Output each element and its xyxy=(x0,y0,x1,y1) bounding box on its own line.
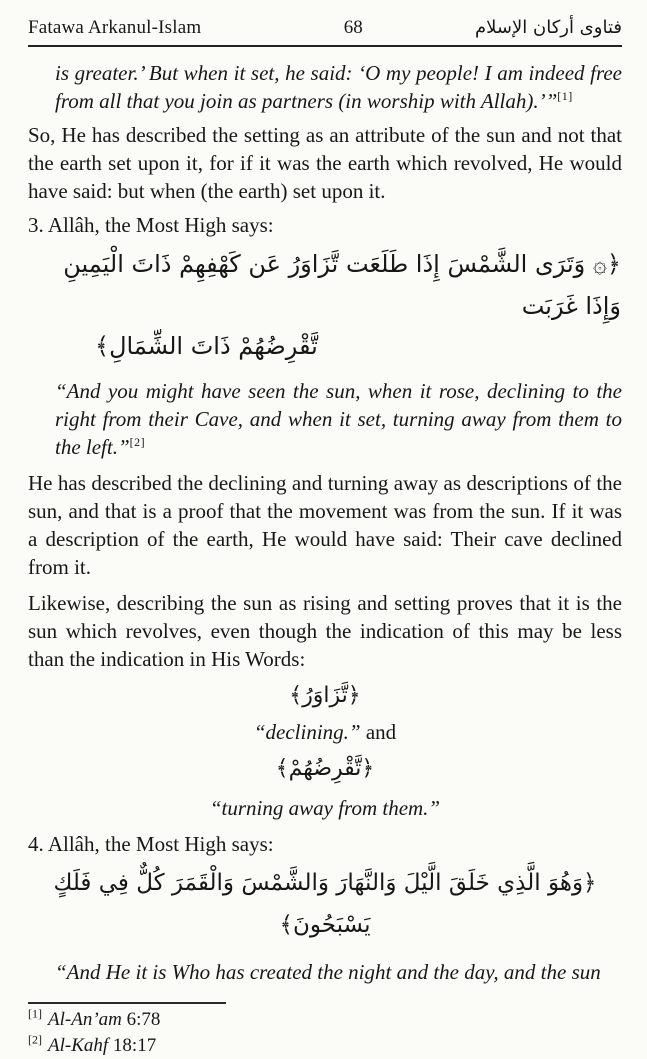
footnote-1-reference: 6:78 xyxy=(126,1009,161,1030)
footnotes-section xyxy=(28,1002,622,1059)
verse-1-translation xyxy=(55,377,622,461)
quote-1-text: is greater.’ But when it set, he said: ‘O my people! I am indeed free from all that you join as partners (in worship with Allah).’” xyxy=(55,61,622,113)
footnote-2 xyxy=(28,1033,622,1059)
book-title-arabic: فتاوى أركان الإسلام xyxy=(475,17,622,38)
commentary-paragraph-2: He has described the declining and turning away as descriptions of the sun, and that is a proof that the movement was from the sun. If it was a description of the earth, He would have said: Their cave declined from it. xyxy=(28,471,622,579)
footnote-ref-2: [2] xyxy=(129,435,146,449)
footnote-2-marker: [2] xyxy=(28,1032,42,1047)
commentary-paragraph-3: Likewise, describing the sun as rising and setting proves that it is the sun which revolves, even though the indication of this may be less than the indication in His Words: xyxy=(28,591,622,671)
book-title-english: Fatawa Arkanul-Islam xyxy=(28,17,202,38)
commentary-paragraph-1: So, He has described the setting as an attribute of the sun and not that the earth set upon it, for if it was the earth which revolved, He would have said: but when (the earth) set upon it. xyxy=(28,123,622,203)
quran-verse-1-line-1: ﴿۞ وَتَرَى الشَّمْسَ إِذَا طَلَعَت تَّزَاوَرُ عَن كَهْفِهِمْ ذَاتَ الْيَمِينِ وَإِذَا غَرَبَت xyxy=(63,250,621,320)
footnote-1 xyxy=(28,1007,622,1033)
quote-2-text: “And you might have seen the sun, when it rose, declining to the right from their Cave, and when it set, turning away from them to the left.” xyxy=(55,379,622,459)
footnote-1-source: Al-An’am xyxy=(48,1009,122,1030)
section-heading-3: 3. Allâh, the Most High says: xyxy=(28,213,274,237)
word-2-translation: “turning away from them.” xyxy=(209,796,441,820)
quran-word-1: ﴿تَّزَاوَرُ﴾ xyxy=(289,683,361,708)
connector-and: and xyxy=(365,720,397,744)
word-2-translation-line xyxy=(28,794,622,822)
footnote-ref-1: [1] xyxy=(557,89,573,103)
footnote-rule xyxy=(28,1002,226,1004)
quran-verse-1-line-2: تَّقْرِضُهُمْ ذَاتَ الشِّمَالِ﴾ xyxy=(95,332,318,360)
word-1-translation: “declining.” xyxy=(253,720,361,744)
page-header xyxy=(28,16,622,40)
quran-word-2: ﴿تَّقْرِضُهُمْ﴾ xyxy=(275,756,375,781)
header-rule xyxy=(28,45,622,47)
verse-2-translation-partial: “And He it is Who has created the night and the day, and the sun xyxy=(55,960,601,984)
quran-verse-2: ﴿وَهُوَ الَّذِي خَلَقَ الَّيْلَ وَالنَّهَارَ وَالشَّمْسَ وَالْقَمَرَ كُلٌّ فِي فَلَكٍ يَسْبَحُونَ﴾ xyxy=(53,870,597,938)
footnote-1-marker: [1] xyxy=(28,1006,42,1021)
opening-quote-translation xyxy=(55,59,622,115)
word-1-translation-line xyxy=(28,718,622,746)
page-number: 68 xyxy=(343,17,363,38)
footnote-2-reference: 18:17 xyxy=(112,1035,157,1056)
section-heading-4: 4. Allâh, the Most High says: xyxy=(28,832,274,856)
footnote-2-source: Al-Kahf xyxy=(48,1035,109,1056)
